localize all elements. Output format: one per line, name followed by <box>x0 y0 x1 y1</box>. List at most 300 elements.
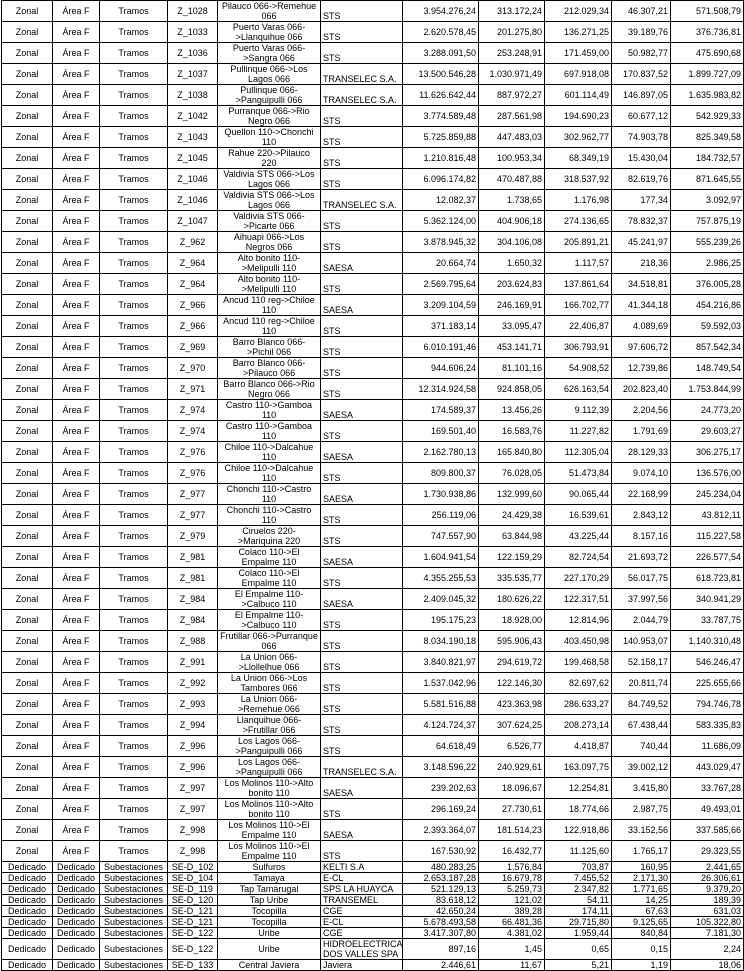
code-cell: Z_997 <box>168 799 218 820</box>
value-2-cell: 453.141,71 <box>479 337 545 358</box>
table-row <box>2 463 744 484</box>
section-cell: Alto bonito 110->Melipulli 110 <box>218 253 321 274</box>
section-cell: Frutillar 066->Purranque 066 <box>218 631 321 652</box>
code-cell: SE-D_122 <box>168 939 218 960</box>
table-row <box>2 337 744 358</box>
table-row <box>2 841 744 862</box>
value-4-cell: 82.619,76 <box>612 169 671 190</box>
company-cell: HIDROELECTRICA DOS VALLES SPA <box>321 939 403 960</box>
area-cell: Área F <box>53 1 100 22</box>
value-1-cell: 256.119,06 <box>403 505 479 526</box>
segment-cell: Zonal <box>2 232 53 253</box>
area-cell: Área F <box>53 22 100 43</box>
value-4-cell: 50.982,77 <box>612 43 671 64</box>
value-3-cell: 2.347,82 <box>545 884 612 895</box>
type-cell: Tramos <box>100 232 168 253</box>
area-cell: Área F <box>53 106 100 127</box>
code-cell: SE-D_133 <box>168 960 218 971</box>
section-cell: Tap Uribe <box>218 895 321 906</box>
type-cell: Subestaciones <box>100 939 168 960</box>
segment-cell: Dedicado <box>2 895 53 906</box>
table-row <box>2 1 744 22</box>
value-1-cell: 3.148.596,22 <box>403 757 479 778</box>
value-3-cell: 122.317,51 <box>545 589 612 610</box>
value-2-cell: 201.275,80 <box>479 22 545 43</box>
value-4-cell: 34.518,81 <box>612 274 671 295</box>
value-1-cell: 2.620.578,45 <box>403 22 479 43</box>
table-row <box>2 884 744 895</box>
type-cell: Tramos <box>100 547 168 568</box>
value-4-cell: 146.897,05 <box>612 85 671 106</box>
value-4-cell: 39.002,12 <box>612 757 671 778</box>
value-1-cell: 1.537.042,96 <box>403 673 479 694</box>
type-cell: Tramos <box>100 43 168 64</box>
value-4-cell: 218,36 <box>612 253 671 274</box>
total-cell: 9.379,20 <box>671 884 744 895</box>
total-cell: 571.508,79 <box>671 1 744 22</box>
value-3-cell: 68.349,19 <box>545 148 612 169</box>
value-2-cell: 27.730,61 <box>479 799 545 820</box>
segment-cell: Zonal <box>2 43 53 64</box>
section-cell: Puerto Varas 066->Llanquihue 066 <box>218 22 321 43</box>
section-cell: Barro Blanco 066->Pilauco 066 <box>218 358 321 379</box>
table-row <box>2 316 744 337</box>
value-1-cell: 5.725.859,88 <box>403 127 479 148</box>
total-cell: 376.005,28 <box>671 274 744 295</box>
company-cell: STS <box>321 694 403 715</box>
segment-cell: Zonal <box>2 379 53 400</box>
company-cell: STS <box>321 631 403 652</box>
total-cell: 136.576,00 <box>671 463 744 484</box>
value-1-cell: 4.124.724,37 <box>403 715 479 736</box>
value-1-cell: 809.800,37 <box>403 463 479 484</box>
table-row <box>2 610 744 631</box>
value-4-cell: 0,15 <box>612 939 671 960</box>
value-2-cell: 63.844,98 <box>479 526 545 547</box>
value-4-cell: 840,84 <box>612 928 671 939</box>
section-cell: Uribe <box>218 928 321 939</box>
value-1-cell: 3.840.821,97 <box>403 652 479 673</box>
company-cell: TRANSELEC S.A. <box>321 757 403 778</box>
total-cell: 18,06 <box>671 960 744 971</box>
type-cell: Tramos <box>100 841 168 862</box>
section-cell: Chiloe 110->Dalcahue 110 <box>218 442 321 463</box>
company-cell: STS <box>321 463 403 484</box>
type-cell: Subestaciones <box>100 960 168 971</box>
value-4-cell: 39.189,76 <box>612 22 671 43</box>
value-3-cell: 137.861,64 <box>545 274 612 295</box>
area-cell: Área F <box>53 85 100 106</box>
value-2-cell: 389,28 <box>479 906 545 917</box>
code-cell: Z_994 <box>168 715 218 736</box>
value-4-cell: 9.125,65 <box>612 917 671 928</box>
segment-cell: Dedicado <box>2 906 53 917</box>
value-1-cell: 1.210.816,48 <box>403 148 479 169</box>
value-2-cell: 16.679,78 <box>479 873 545 884</box>
code-cell: Z_974 <box>168 400 218 421</box>
value-3-cell: 1.176,98 <box>545 190 612 211</box>
code-cell: Z_1042 <box>168 106 218 127</box>
section-cell: Barro Blanco 066->Pichil 066 <box>218 337 321 358</box>
value-2-cell: 404.906,18 <box>479 211 545 232</box>
code-cell: Z_1047 <box>168 211 218 232</box>
value-3-cell: 171.459,00 <box>545 43 612 64</box>
company-cell: STS <box>321 358 403 379</box>
type-cell: Tramos <box>100 106 168 127</box>
table-row <box>2 484 744 505</box>
value-2-cell: 181.514,23 <box>479 820 545 841</box>
table-row <box>2 379 744 400</box>
value-3-cell: 43.225,44 <box>545 526 612 547</box>
value-4-cell: 22.168,99 <box>612 484 671 505</box>
value-3-cell: 318.537,92 <box>545 169 612 190</box>
table-row <box>2 22 744 43</box>
value-2-cell: 76.028,05 <box>479 463 545 484</box>
company-cell: CGE <box>321 928 403 939</box>
value-1-cell: 371.183,14 <box>403 316 479 337</box>
code-cell: Z_970 <box>168 358 218 379</box>
code-cell: Z_1033 <box>168 22 218 43</box>
segment-cell: Dedicado <box>2 960 53 971</box>
area-cell: Área F <box>53 778 100 799</box>
type-cell: Tramos <box>100 484 168 505</box>
value-4-cell: 37.997,56 <box>612 589 671 610</box>
table-row <box>2 694 744 715</box>
segment-cell: Zonal <box>2 106 53 127</box>
total-cell: 1.635.983,82 <box>671 85 744 106</box>
type-cell: Tramos <box>100 568 168 589</box>
area-cell: Dedicado <box>53 884 100 895</box>
area-cell: Área F <box>53 736 100 757</box>
type-cell: Tramos <box>100 211 168 232</box>
company-cell: STS <box>321 841 403 862</box>
section-cell: El Empalme 110->Calbuco 110 <box>218 589 321 610</box>
value-3-cell: 166.702,77 <box>545 295 612 316</box>
company-cell: STS <box>321 22 403 43</box>
code-cell: Z_1046 <box>168 190 218 211</box>
section-cell: Los Lagos 066->Panguipulli 066 <box>218 736 321 757</box>
table-row <box>2 526 744 547</box>
value-3-cell: 1.959,44 <box>545 928 612 939</box>
segment-cell: Zonal <box>2 757 53 778</box>
table-row <box>2 928 744 939</box>
total-cell: 1.140.310,48 <box>671 631 744 652</box>
company-cell: STS <box>321 1 403 22</box>
type-cell: Tramos <box>100 673 168 694</box>
segment-cell: Zonal <box>2 169 53 190</box>
total-cell: 2.441,65 <box>671 862 744 873</box>
value-1-cell: 296.169,24 <box>403 799 479 820</box>
company-cell: SAESA <box>321 547 403 568</box>
value-3-cell: 227.170,29 <box>545 568 612 589</box>
segment-cell: Zonal <box>2 484 53 505</box>
value-4-cell: 41.344,18 <box>612 295 671 316</box>
value-1-cell: 239.202,63 <box>403 778 479 799</box>
value-3-cell: 54,11 <box>545 895 612 906</box>
type-cell: Tramos <box>100 358 168 379</box>
company-cell: STS <box>321 652 403 673</box>
company-cell: STS <box>321 127 403 148</box>
value-2-cell: 447.483,03 <box>479 127 545 148</box>
table-row <box>2 400 744 421</box>
value-4-cell: 2.171,30 <box>612 873 671 884</box>
value-4-cell: 21.693,72 <box>612 547 671 568</box>
type-cell: Tramos <box>100 148 168 169</box>
table-row <box>2 442 744 463</box>
value-3-cell: 136.271,25 <box>545 22 612 43</box>
company-cell: STS <box>321 232 403 253</box>
area-cell: Área F <box>53 442 100 463</box>
value-2-cell: 16.432,77 <box>479 841 545 862</box>
value-1-cell: 12.314.924,58 <box>403 379 479 400</box>
company-cell: E-CL <box>321 873 403 884</box>
area-cell: Área F <box>53 421 100 442</box>
code-cell: Z_1028 <box>168 1 218 22</box>
code-cell: SE-D_121 <box>168 906 218 917</box>
total-cell: 43.812,11 <box>671 505 744 526</box>
table-row <box>2 917 744 928</box>
value-2-cell: 304.106,08 <box>479 232 545 253</box>
value-3-cell: 29.715,80 <box>545 917 612 928</box>
segment-cell: Zonal <box>2 715 53 736</box>
code-cell: Z_977 <box>168 505 218 526</box>
value-2-cell: 287.561,98 <box>479 106 545 127</box>
value-2-cell: 121,02 <box>479 895 545 906</box>
area-cell: Dedicado <box>53 917 100 928</box>
section-cell: Rahue 220->Pilauco 220 <box>218 148 321 169</box>
company-cell: KELTI S.A <box>321 862 403 873</box>
code-cell: Z_979 <box>168 526 218 547</box>
value-1-cell: 3.774.589,48 <box>403 106 479 127</box>
value-3-cell: 5,21 <box>545 960 612 971</box>
section-cell: Valdivia STS 066->Los Lagos 066 <box>218 190 321 211</box>
section-cell: Castro 110->Gamboa 110 <box>218 400 321 421</box>
table-row <box>2 547 744 568</box>
value-4-cell: 9.074,10 <box>612 463 671 484</box>
area-cell: Dedicado <box>53 873 100 884</box>
section-cell: Purranque 066->Rio Negro 066 <box>218 106 321 127</box>
segment-cell: Zonal <box>2 22 53 43</box>
segment-cell: Zonal <box>2 295 53 316</box>
company-cell: TRANSELEC S.A. <box>321 85 403 106</box>
table-row <box>2 939 744 960</box>
value-2-cell: 180.626,22 <box>479 589 545 610</box>
code-cell: Z_997 <box>168 778 218 799</box>
total-cell: 7.181,30 <box>671 928 744 939</box>
value-1-cell: 747.557,90 <box>403 526 479 547</box>
value-3-cell: 194.690,23 <box>545 106 612 127</box>
company-cell: STS <box>321 148 403 169</box>
value-4-cell: 8.157,16 <box>612 526 671 547</box>
area-cell: Área F <box>53 295 100 316</box>
area-cell: Área F <box>53 253 100 274</box>
segment-cell: Zonal <box>2 694 53 715</box>
type-cell: Tramos <box>100 379 168 400</box>
value-3-cell: 9.112,39 <box>545 400 612 421</box>
total-cell: 376.736,81 <box>671 22 744 43</box>
segment-cell: Zonal <box>2 400 53 421</box>
area-cell: Área F <box>53 232 100 253</box>
value-4-cell: 28.129,33 <box>612 442 671 463</box>
type-cell: Tramos <box>100 757 168 778</box>
value-4-cell: 74.903,78 <box>612 127 671 148</box>
value-4-cell: 84.749,52 <box>612 694 671 715</box>
table-row <box>2 169 744 190</box>
value-4-cell: 33.152,56 <box>612 820 671 841</box>
section-cell: Chiloe 110->Dalcahue 110 <box>218 463 321 484</box>
value-1-cell: 11.626.642,44 <box>403 85 479 106</box>
section-cell: Pullinque 066->Los Lagos 066 <box>218 64 321 85</box>
area-cell: Área F <box>53 694 100 715</box>
section-cell: Tocopilla <box>218 906 321 917</box>
segment-cell: Zonal <box>2 736 53 757</box>
type-cell: Tramos <box>100 400 168 421</box>
company-cell: SAESA <box>321 820 403 841</box>
company-cell: STS <box>321 274 403 295</box>
area-cell: Área F <box>53 673 100 694</box>
section-cell: Llanquihue 066->Frutillar 066 <box>218 715 321 736</box>
area-cell: Área F <box>53 526 100 547</box>
total-cell: 306.275,17 <box>671 442 744 463</box>
value-4-cell: 20.811,74 <box>612 673 671 694</box>
code-cell: Z_1046 <box>168 169 218 190</box>
area-cell: Área F <box>53 337 100 358</box>
value-3-cell: 174,11 <box>545 906 612 917</box>
code-cell: Z_988 <box>168 631 218 652</box>
total-cell: 33.787,75 <box>671 610 744 631</box>
total-cell: 26.306,61 <box>671 873 744 884</box>
value-1-cell: 2.162.780,13 <box>403 442 479 463</box>
section-cell: Castro 110->Gamboa 110 <box>218 421 321 442</box>
type-cell: Tramos <box>100 22 168 43</box>
code-cell: Z_1037 <box>168 64 218 85</box>
company-cell: STS <box>321 736 403 757</box>
type-cell: Tramos <box>100 337 168 358</box>
value-3-cell: 0,65 <box>545 939 612 960</box>
company-cell: Javiera <box>321 960 403 971</box>
company-cell: STS <box>321 337 403 358</box>
segment-cell: Zonal <box>2 610 53 631</box>
value-4-cell: 740,44 <box>612 736 671 757</box>
company-cell: SAESA <box>321 253 403 274</box>
code-cell: Z_984 <box>168 589 218 610</box>
code-cell: Z_977 <box>168 484 218 505</box>
company-cell: STS <box>321 799 403 820</box>
area-cell: Dedicado <box>53 906 100 917</box>
value-1-cell: 2.569.795,64 <box>403 274 479 295</box>
table-row <box>2 295 744 316</box>
segment-cell: Zonal <box>2 211 53 232</box>
company-cell: STS <box>321 379 403 400</box>
table-row <box>2 652 744 673</box>
code-cell: SE-D_119 <box>168 884 218 895</box>
total-cell: 618.723,81 <box>671 568 744 589</box>
code-cell: Z_974 <box>168 421 218 442</box>
area-cell: Área F <box>53 190 100 211</box>
value-1-cell: 1.604.941,54 <box>403 547 479 568</box>
value-4-cell: 45.241,97 <box>612 232 671 253</box>
value-4-cell: 97.606,72 <box>612 337 671 358</box>
type-cell: Tramos <box>100 715 168 736</box>
table-row <box>2 106 744 127</box>
value-4-cell: 15.430,04 <box>612 148 671 169</box>
type-cell: Tramos <box>100 736 168 757</box>
value-4-cell: 14,25 <box>612 895 671 906</box>
type-cell: Tramos <box>100 316 168 337</box>
total-cell: 583.335,83 <box>671 715 744 736</box>
area-cell: Área F <box>53 211 100 232</box>
value-2-cell: 4.381,02 <box>479 928 545 939</box>
value-3-cell: 601.114,49 <box>545 85 612 106</box>
value-1-cell: 5.362.124,00 <box>403 211 479 232</box>
total-cell: 337.585,66 <box>671 820 744 841</box>
code-cell: Z_991 <box>168 652 218 673</box>
section-cell: Ciruelos 220->Mariquina 220 <box>218 526 321 547</box>
code-cell: SE-D_102 <box>168 862 218 873</box>
value-2-cell: 246.169,91 <box>479 295 545 316</box>
total-cell: 33.767,28 <box>671 778 744 799</box>
type-cell: Tramos <box>100 652 168 673</box>
value-2-cell: 1.576,84 <box>479 862 545 873</box>
value-4-cell: 1.791,69 <box>612 421 671 442</box>
value-2-cell: 294.619,72 <box>479 652 545 673</box>
value-3-cell: 212.029,34 <box>545 1 612 22</box>
value-1-cell: 3.954.276,24 <box>403 1 479 22</box>
company-cell: TRANSELEC S.A. <box>321 190 403 211</box>
section-cell: Tocopilla <box>218 917 321 928</box>
code-cell: Z_1045 <box>168 148 218 169</box>
type-cell: Tramos <box>100 295 168 316</box>
segment-cell: Zonal <box>2 505 53 526</box>
table-row <box>2 895 744 906</box>
value-2-cell: 924.858,05 <box>479 379 545 400</box>
value-3-cell: 22.406,87 <box>545 316 612 337</box>
area-cell: Área F <box>53 841 100 862</box>
value-2-cell: 81.101,16 <box>479 358 545 379</box>
code-cell: Z_984 <box>168 610 218 631</box>
value-2-cell: 66.481,36 <box>479 917 545 928</box>
value-2-cell: 887.972,27 <box>479 85 545 106</box>
type-cell: Subestaciones <box>100 862 168 873</box>
table-row <box>2 862 744 873</box>
type-cell: Subestaciones <box>100 895 168 906</box>
code-cell: Z_998 <box>168 841 218 862</box>
type-cell: Tramos <box>100 526 168 547</box>
total-cell: 105.322,80 <box>671 917 744 928</box>
company-cell: TRANSELEC S.A. <box>321 64 403 85</box>
value-1-cell: 6.096.174,82 <box>403 169 479 190</box>
segment-cell: Zonal <box>2 442 53 463</box>
segment-cell: Zonal <box>2 127 53 148</box>
table-row <box>2 589 744 610</box>
type-cell: Tramos <box>100 631 168 652</box>
value-4-cell: 170.837,52 <box>612 64 671 85</box>
total-cell: 49.493,01 <box>671 799 744 820</box>
total-cell: 340.941,29 <box>671 589 744 610</box>
value-2-cell: 1.650,32 <box>479 253 545 274</box>
segment-cell: Dedicado <box>2 928 53 939</box>
table-row <box>2 631 744 652</box>
section-cell: Chonchi 110->Castro 110 <box>218 505 321 526</box>
section-cell: Ancud 110 reg->Chiloe 110 <box>218 295 321 316</box>
table-row <box>2 715 744 736</box>
segment-cell: Dedicado <box>2 873 53 884</box>
value-3-cell: 626.163,54 <box>545 379 612 400</box>
value-4-cell: 202.823,40 <box>612 379 671 400</box>
section-cell: Colaco 110->El Empalme 110 <box>218 547 321 568</box>
value-3-cell: 163.097,75 <box>545 757 612 778</box>
value-1-cell: 3.209.104,59 <box>403 295 479 316</box>
